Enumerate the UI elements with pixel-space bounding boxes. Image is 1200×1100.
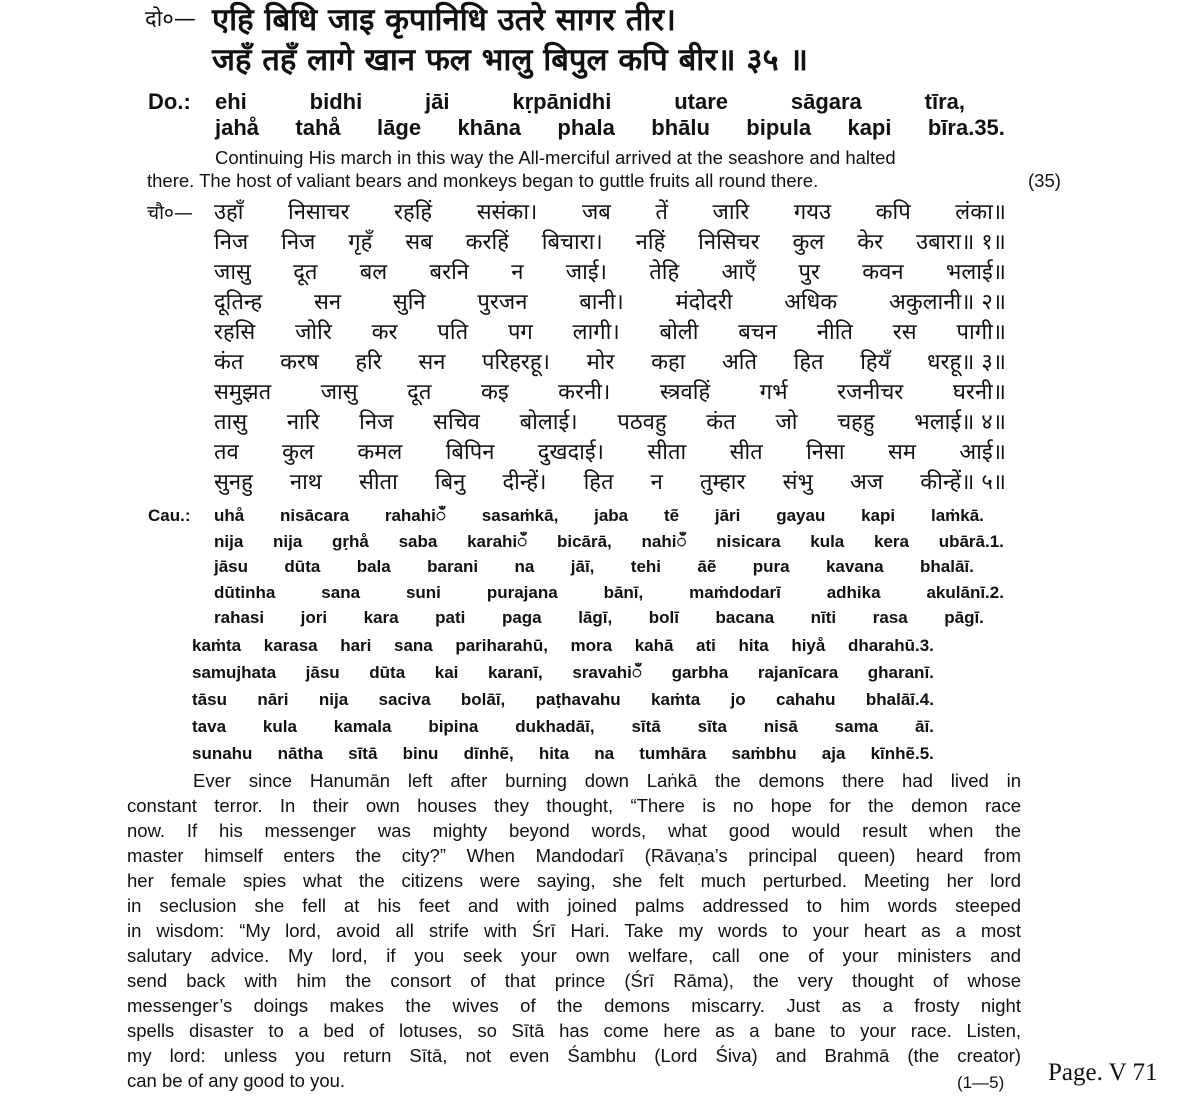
word: कंत: [214, 350, 244, 375]
word: जाई।: [565, 260, 607, 285]
doha-translation-number: (35): [1028, 170, 1061, 191]
word: रस: [892, 320, 917, 345]
prose-line: salutary advice. My lord, if you seek your own welfare, call one of your ministers and: [127, 945, 1021, 966]
word: करनी।: [558, 380, 611, 405]
word: हियँ: [860, 350, 891, 375]
word: लंका॥: [955, 200, 1006, 225]
word: dīnhẽ,: [463, 743, 514, 763]
word: sana: [321, 582, 361, 602]
prose-line: messenger’s doings makes the wives of the demons miscarry. Just as a frosty night: [127, 995, 1021, 1016]
word: अति: [721, 350, 758, 375]
word: पति: [437, 320, 469, 345]
word: कमल: [357, 440, 403, 465]
word: tava: [192, 716, 227, 736]
prose-number: (1—5): [957, 1073, 1005, 1092]
word: jāsu: [305, 662, 340, 682]
word: कइ: [480, 380, 509, 405]
word: nija: [318, 689, 349, 709]
word: bacana: [715, 608, 775, 627]
word: rajanīcara: [757, 662, 839, 682]
word: पागी॥: [956, 320, 1006, 345]
word: nātha: [277, 743, 323, 763]
chaupai-marker-devanagari: चौ०—: [147, 202, 193, 224]
word: paṭhavahu: [535, 689, 621, 709]
word: ati: [696, 635, 716, 655]
word: पुर: [798, 260, 820, 285]
word: kapi: [847, 115, 892, 140]
word: कुल: [792, 230, 825, 255]
word: तव: [214, 440, 239, 465]
word: जो: [775, 410, 798, 435]
word: nīti: [810, 608, 837, 627]
word: tāsu: [192, 689, 227, 709]
word: āī.: [915, 716, 934, 736]
prose-line: spells disaster to a bed of lotuses, so Sītā has come here as a bane to your race. Listen,: [127, 1020, 1021, 1041]
word: hiyå: [791, 635, 826, 655]
chaupai-roman-line: [192, 714, 934, 740]
word: bīra.35.: [927, 115, 1005, 140]
word: कीन्हें॥ ५॥: [920, 470, 1006, 495]
word: saṁbhu: [731, 743, 797, 763]
doha-devanagari-line-1: एहि बिधि जाइ कृपानिधि उतरे सागर तीर।: [212, 2, 676, 38]
word: पठवहु: [617, 410, 667, 435]
word: दूतिन्ह: [214, 290, 263, 315]
chaupai-devanagari-line: [214, 348, 1006, 378]
word: pāgī.: [944, 608, 984, 627]
word: स्त्रवहिं: [659, 380, 711, 405]
word: सन: [313, 290, 342, 315]
prose-line: in wisdom: “My lord, avoid all strife with Śrī Hari. Take my words to your heart as a most: [127, 920, 1021, 941]
word: तें: [655, 200, 668, 225]
chaupai-devanagari-line: [214, 438, 1006, 468]
chaupai-devanagari-line: [214, 318, 1006, 348]
word: बल: [359, 260, 388, 285]
word: nija: [214, 531, 244, 551]
word: pura: [752, 557, 790, 576]
word: rahasi: [214, 608, 265, 627]
word: सीता: [647, 440, 687, 465]
word: samujhata: [192, 662, 277, 682]
chaupai-devanagari-line: [214, 288, 1006, 318]
word: kapi: [861, 506, 896, 525]
word: sama: [834, 716, 879, 736]
word: sravahiँ: [572, 662, 642, 682]
word: भलाई॥: [945, 260, 1006, 285]
word: kaṁta: [651, 689, 701, 709]
prose-line: master himself enters the city?” When Mandodarī (Rāvaṇa’s principal queen) heard from: [127, 845, 1021, 866]
chaupai-roman-block: [192, 503, 1012, 766]
word: केर: [857, 230, 884, 255]
chaupai-roman-line: [214, 580, 1004, 606]
word: jahå: [215, 115, 260, 140]
word: हित: [583, 470, 614, 495]
word: dharahū.3.: [847, 635, 934, 655]
word: नहिं: [635, 230, 666, 255]
word: mora: [570, 635, 613, 655]
word: lāgī,: [578, 608, 613, 627]
word: maṁdodarī: [689, 582, 781, 602]
word: गयउ: [793, 200, 832, 225]
word: करष: [280, 350, 319, 375]
word: āẽ: [697, 557, 717, 576]
word: कपि: [875, 200, 911, 225]
word: रहसि: [214, 320, 256, 345]
word: tīra,: [924, 89, 965, 114]
word: भलाई॥ ४॥: [914, 410, 1006, 435]
word: sīta: [697, 716, 727, 736]
word: निज: [214, 230, 249, 255]
word: nisācara: [280, 506, 350, 525]
word: kavana: [825, 557, 884, 576]
prose-line: in seclusion she fell at his feet and with joined palms addressed to him words steeped: [127, 895, 1021, 916]
word: cahahu: [776, 689, 836, 709]
word: bhalāī.4.: [865, 689, 934, 709]
word: मंदोदरी: [675, 290, 733, 315]
word: जासु: [214, 260, 251, 285]
word: tumhāra: [639, 743, 707, 763]
word: laṁkā.: [930, 506, 984, 525]
word: कंत: [706, 410, 736, 435]
word: सम: [887, 440, 917, 465]
word: phala: [557, 115, 615, 140]
word: सीता: [358, 470, 398, 495]
word: gharanī.: [867, 662, 934, 682]
word: bānī,: [603, 582, 644, 602]
word: हरि: [355, 350, 382, 375]
word: aja: [821, 743, 846, 763]
doha-translation-line-2: there. The host of valiant bears and monkeys began to guttle fruits all round there.: [147, 170, 819, 191]
word: निज: [359, 410, 394, 435]
word: dūta: [284, 557, 321, 576]
doha-roman-line-2: [215, 114, 1005, 141]
word: दूत: [407, 380, 432, 405]
word: बचन: [738, 320, 777, 345]
word: kīnhẽ.5.: [870, 743, 934, 763]
word: bipula: [746, 115, 812, 140]
word: kamala: [333, 716, 392, 736]
word: अकुलानी॥ २॥: [888, 290, 1006, 315]
prose-line: Ever since Hanumān left after burning down Laṅkā the demons there had lived in: [193, 770, 1021, 791]
doha-roman-line-1: [215, 88, 965, 115]
word: binu: [402, 743, 439, 763]
word: कुल: [282, 440, 314, 465]
prose-line: constant terror. In their own houses they thought, “There is no hope for the demon race: [127, 795, 1021, 816]
word: rahahiँ: [384, 506, 446, 525]
word: nija: [273, 531, 303, 551]
prose-line: send back with him the consort of that prince (Śrī Rāma), the very thought of whose: [127, 970, 1021, 991]
word: सन: [418, 350, 446, 375]
word: kṛpānidhi: [512, 89, 612, 114]
prose-line: now. If his messenger was mighty beyond words, what good would result when the: [127, 820, 1021, 841]
doha-devanagari-line-2: जहँ तहँ लागे खान फल भालु बिपुल कपि बीर॥ ३५ ॥: [212, 42, 808, 78]
word: संभु: [782, 470, 813, 495]
word: paga: [501, 608, 542, 627]
word: karasa: [263, 635, 318, 655]
word: कहा: [651, 350, 686, 375]
word: हित: [793, 350, 824, 375]
word: सीत: [729, 440, 763, 465]
word: garbha: [671, 662, 729, 682]
chaupai-roman-line: [214, 554, 974, 580]
word: अज: [850, 470, 884, 495]
word: nāri: [257, 689, 289, 709]
word: नीति: [816, 320, 853, 345]
chaupai-devanagari-line: [214, 228, 1006, 258]
word: दीन्हें।: [502, 470, 547, 495]
word: करहिं: [465, 230, 509, 255]
word: बानी।: [579, 290, 624, 315]
chaupai-devanagari-line: [214, 258, 1006, 288]
word: bidhi: [309, 89, 363, 114]
word: मोर: [586, 350, 615, 375]
word: nisicara: [716, 531, 781, 551]
word: kula: [262, 716, 297, 736]
word: jaba: [594, 506, 629, 525]
chaupai-roman-line: [192, 633, 934, 659]
page-number: Page. V 71: [1048, 1059, 1158, 1086]
word: gayau: [776, 506, 826, 525]
word: rasa: [872, 608, 908, 627]
word: सचिव: [433, 410, 480, 435]
word: dūta: [369, 662, 406, 682]
word: रहहिं: [394, 200, 433, 225]
word: उहाँ: [214, 200, 244, 225]
word: दुखदाई।: [537, 440, 604, 465]
doha-translation-line-1: Continuing His march in this way the All-merciful arrived at the seashore and halted: [215, 147, 896, 168]
word: सुनहु: [214, 470, 253, 495]
word: बिपिन: [445, 440, 495, 465]
word: उबारा॥ १॥: [916, 230, 1006, 255]
word: आएँ: [721, 260, 757, 285]
word: गर्भ: [759, 380, 788, 405]
word: akulānī.2.: [926, 582, 1004, 602]
word: चहहु: [837, 410, 875, 435]
word: sasaṁkā,: [481, 506, 559, 525]
word: बरनि: [429, 260, 469, 285]
word: sunahu: [192, 743, 253, 763]
word: na: [514, 557, 535, 576]
word: bhālu: [651, 115, 710, 140]
word: sītā: [348, 743, 378, 763]
prose-line: my lord: unless you return Sītā, not even Śambhu (Lord Śiva) and Brahmā (the creator): [127, 1045, 1021, 1066]
doha-marker-devanagari: दो०—: [145, 7, 196, 32]
chaupai-devanagari-line: [214, 468, 1006, 498]
word: बिनु: [434, 470, 466, 495]
word: bicārā,: [556, 531, 612, 551]
word: utare: [674, 89, 728, 114]
word: na: [594, 743, 615, 763]
chaupai-roman-line: [214, 503, 984, 529]
word: sana: [394, 635, 433, 655]
word: नारि: [286, 410, 320, 435]
word: जोरि: [295, 320, 332, 345]
word: bolī: [648, 608, 679, 627]
word: dūtinha: [214, 582, 276, 602]
word: sāgara: [790, 89, 862, 114]
word: बिचारा।: [541, 230, 603, 255]
word: jāi: [425, 89, 450, 114]
prose-line: can be of any good to you.: [127, 1070, 346, 1091]
chaupai-marker-roman: Cau.:: [148, 506, 191, 525]
chaupai-devanagari-block: [214, 198, 1006, 498]
word: adhika: [826, 582, 881, 602]
chaupai-roman-line: [192, 687, 934, 713]
word: bhalāī.: [920, 557, 974, 576]
prose-line: her female spies what the citizens were saying, she felt much perturbed. Meeting her lord: [127, 870, 1021, 891]
word: कर: [371, 320, 398, 345]
word: jo: [730, 689, 746, 709]
word: ससंका।: [476, 200, 538, 225]
word: nisā: [763, 716, 798, 736]
chaupai-devanagari-line: [214, 408, 1006, 438]
chaupai-roman-line: [214, 529, 1004, 555]
word: निज: [281, 230, 316, 255]
word: nahiँ: [641, 531, 687, 551]
word: पुरजन: [477, 290, 528, 315]
word: dukhadāī,: [515, 716, 595, 736]
word: रजनीचर: [837, 380, 904, 405]
word: तेहि: [649, 260, 680, 285]
word: दूत: [293, 260, 318, 285]
word: निसा: [806, 440, 845, 465]
word: gṛhå: [332, 531, 369, 551]
word: kahā: [634, 635, 674, 655]
word: barani: [427, 557, 479, 576]
word: जारि: [712, 200, 750, 225]
word: lāge: [377, 115, 422, 140]
word: hari: [340, 635, 372, 655]
word: kera: [874, 531, 909, 551]
word: अधिक: [784, 290, 838, 315]
word: pariharahū,: [455, 635, 548, 655]
word: तासु: [214, 410, 248, 435]
word: hita: [738, 635, 769, 655]
chaupai-roman-line: [192, 741, 934, 767]
word: bolāī,: [460, 689, 506, 709]
chaupai-devanagari-line: [214, 378, 1006, 408]
word: tẽ: [663, 506, 680, 525]
word: सुनि: [392, 290, 426, 315]
prose-translation: [127, 768, 1021, 1093]
word: karanī,: [487, 662, 543, 682]
word: कवन: [862, 260, 904, 285]
word: नाथ: [289, 470, 322, 495]
word: karahiँ: [467, 531, 528, 551]
word: धरहू॥ ३॥: [926, 350, 1006, 375]
word: लागी।: [572, 320, 620, 345]
word: pati: [435, 608, 466, 627]
word: bipina: [428, 716, 479, 736]
word: बोलाई।: [519, 410, 578, 435]
word: न: [650, 470, 663, 495]
word: bala: [356, 557, 391, 576]
word: jāsu: [214, 557, 249, 576]
word: जासु: [320, 380, 358, 405]
word: purajana: [486, 582, 558, 602]
word: घरनी॥: [952, 380, 1006, 405]
word: tahå: [295, 115, 341, 140]
word: kai: [434, 662, 459, 682]
chaupai-roman-line: [214, 605, 984, 631]
word: समुझत: [214, 380, 272, 405]
word: jāī,: [570, 557, 595, 576]
word: परिहरहू।: [482, 350, 550, 375]
word: ubārā.1.: [938, 531, 1004, 551]
word: बोली: [659, 320, 699, 345]
word: kaṁta: [192, 635, 242, 655]
word: पग: [507, 320, 533, 345]
word: khāna: [457, 115, 522, 140]
word: kula: [810, 531, 845, 551]
word: suni: [405, 582, 441, 602]
word: uhå: [214, 506, 245, 525]
word: न: [511, 260, 524, 285]
word: kara: [363, 608, 399, 627]
word: सब: [405, 230, 433, 255]
word: sītā: [631, 716, 661, 736]
word: आई॥: [959, 440, 1006, 465]
word: तुम्हार: [699, 470, 746, 495]
word: निसाचर: [288, 200, 350, 225]
word: saciva: [378, 689, 431, 709]
word: hita: [538, 743, 570, 763]
word: jori: [300, 608, 328, 627]
word: jāri: [714, 506, 741, 525]
word: निसिचर: [698, 230, 760, 255]
chaupai-devanagari-line: [214, 198, 1006, 228]
word: गृहँ: [348, 230, 373, 255]
chaupai-roman-line: [192, 660, 934, 686]
word: जब: [581, 200, 611, 225]
word: saba: [398, 531, 438, 551]
doha-marker-roman: Do.:: [148, 89, 191, 114]
word: tehi: [630, 557, 662, 576]
word: ehi: [215, 89, 247, 114]
